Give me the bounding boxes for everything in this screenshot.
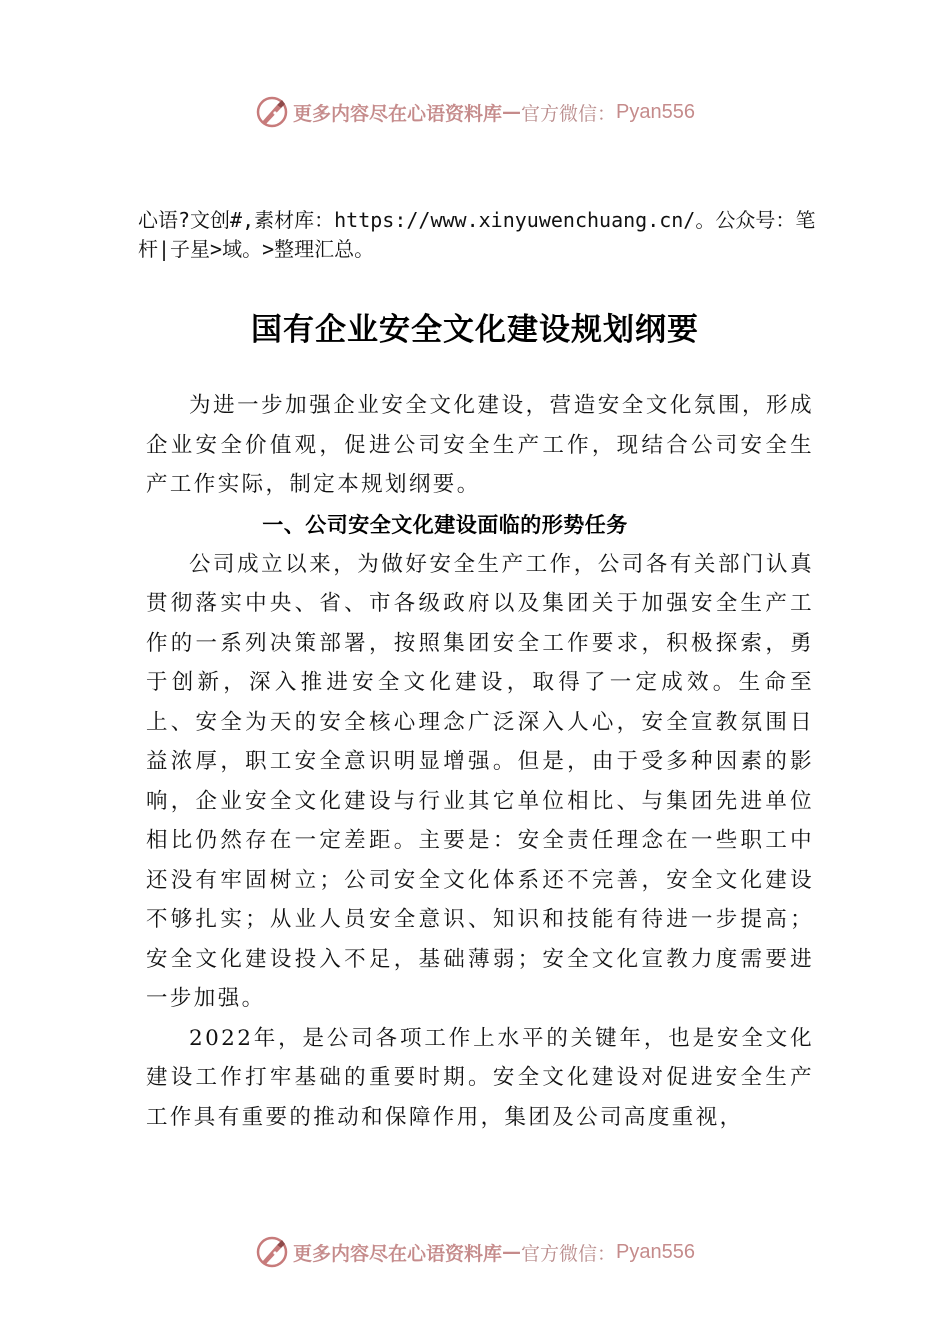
pen-nib-logo-icon bbox=[255, 1235, 289, 1269]
intro-paragraph: 为进一步加强企业安全文化建设，营造安全文化氛围，形成企业安全价值观，促进公司安全生产工作，现结合公司安全生产工作实际，制定本规划纲要。 bbox=[146, 393, 814, 497]
section-heading: 一、公司安全文化建设面临的形势任务 bbox=[262, 512, 628, 537]
footer-banner bbox=[0, 1232, 950, 1272]
body-paragraph: 2022年，是公司各项工作上水平的关键年，也是安全文化建设工作打牢基础的重要时期。安全文化建设对促进安全生产工作具有重要的推动和保障作用，集团及公司高度重视， bbox=[146, 1025, 814, 1130]
header-banner bbox=[0, 92, 950, 132]
banner-dash: — bbox=[502, 1241, 522, 1263]
document-title: 国有企业安全文化建设规划纲要 bbox=[251, 312, 699, 348]
banner-text: 更多内容尽在心语资料库 bbox=[293, 102, 503, 125]
banner-wechat-label: 官方微信： bbox=[521, 1242, 617, 1265]
banner-wechat-id: Pyan556 bbox=[616, 1240, 695, 1263]
document-body bbox=[146, 386, 814, 1137]
pen-nib-logo-icon bbox=[255, 95, 289, 129]
banner-text: 更多内容尽在心语资料库 bbox=[293, 1242, 503, 1265]
banner-dash: — bbox=[502, 101, 522, 123]
banner-wechat-id: Pyan556 bbox=[616, 100, 695, 123]
body-paragraph: 公司成立以来，为做好安全生产工作，公司各有关部门认真贯彻落实中央、省、市各级政府以及集团关于加强安全生产工作的一系列决策部署，按照集团安全工作要求，积极探索，勇于创新，深入推进安全文化建设，取得了一定成效。生命至上、安全为天的安全核心理念广泛深入人心，安全宣教氛围日益浓厚，职工安全意识明显增强。但是，由于受多种因素的影响，企业安全文化建设与行业其它单位相比、与集团先进单位相比仍然存在一定差距。主要是：安全责任理念在一些职工中还没有牢固树立；公司安全文化体系还不完善，安全文化建设不够扎实；从业人员安全意识、知识和技能有待进一步提高；安全文化建设投入不足，基础薄弱；安全文化宣教力度需要进一步加强。 bbox=[146, 551, 814, 1011]
banner-wechat-label: 官方微信： bbox=[521, 102, 617, 125]
source-note: 心语?文创#,素材库：https://www.xinyuwenchuang.cn/。公众号：笔杆|子星>域。>整理汇总。 bbox=[138, 208, 816, 261]
